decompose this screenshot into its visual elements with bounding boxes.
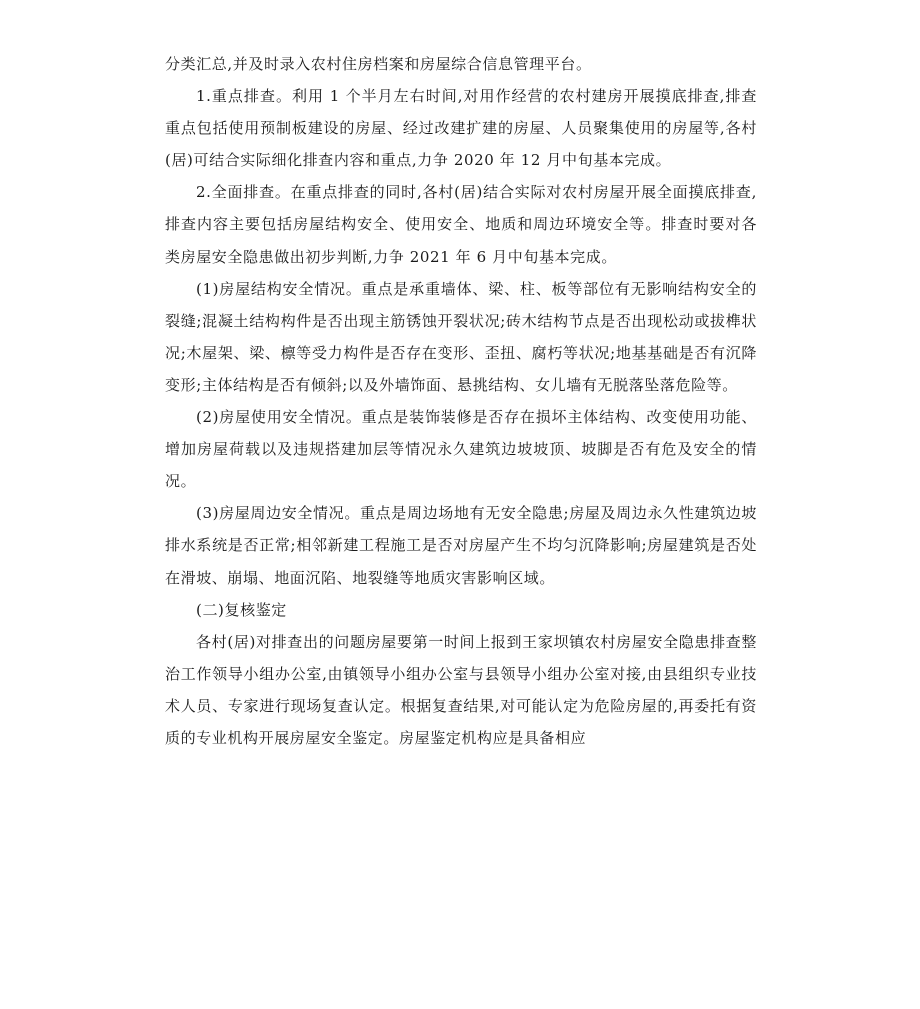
paragraph-surrounding-safety: (3)房屋周边安全情况。重点是周边场地有无安全隐患;房屋及周边永久性建筑边坡排水系统是否正常;相邻新建工程施工是否对房屋产生不均匀沉降影响;房屋建筑是否处在滑坡、崩塌、地面沉陷、地裂缝等地质灾害影响区域。	[165, 504, 757, 587]
paragraph-key-inspection: 1.重点排查。利用 1 个半月左右时间,对用作经营的农村建房开展摸底排查,排查重点包括使用预制板建设的房屋、经过改建扩建的房屋、人员聚集使用的房屋等,各村(居)可结合实际细化排查内容和重点,力争 2020 年 12 月中旬基本完成。	[165, 87, 757, 170]
paragraph-structural-safety: (1)房屋结构安全情况。重点是承重墙体、梁、柱、板等部位有无影响结构安全的裂缝;混凝土结构构件是否出现主筋锈蚀开裂状况;砖木结构节点是否出现松动或拔榫状况;木屋架、梁、檩等受力构件是否存在变形、歪扭、腐朽等状况;地基基础是否有沉降变形;主体结构是否有倾斜;以及外墙饰面、悬挑结构、女儿墙有无脱落坠落危险等。	[165, 279, 757, 394]
paragraph-review-appraisal: 各村(居)对排查出的问题房屋要第一时间上报到王家坝镇农村房屋安全隐患排查整治工作领导小组办公室,由镇领导小组办公室与县领导小组办公室对接,由县组织专业技术人员、专家进行现场复查认定。根据复查结果,对可能认定为危险房屋的,再委托有资质的专业机构开展房屋安全鉴定。房屋鉴定机构应是具备相应	[165, 632, 757, 747]
paragraph-full-inspection: 2.全面排查。在重点排查的同时,各村(居)结合实际对农村房屋开展全面摸底排查,排查内容主要包括房屋结构安全、使用安全、地质和周边环境安全等。排查时要对各类房屋安全隐患做出初步判断,力争 2021 年 6 月中旬基本完成。	[165, 183, 757, 266]
section-heading-review: (二)复核鉴定	[196, 600, 287, 619]
paragraph-usage-safety: (2)房屋使用安全情况。重点是装饰装修是否存在损坏主体结构、改变使用功能、增加房屋荷载以及违规搭建加层等情况永久建筑边坡坡顶、坡脚是否有危及安全的情况。	[165, 408, 757, 491]
paragraph-continuation: 分类汇总,并及时录入农村住房档案和房屋综合信息管理平台。	[165, 55, 592, 73]
document-body	[165, 48, 757, 754]
